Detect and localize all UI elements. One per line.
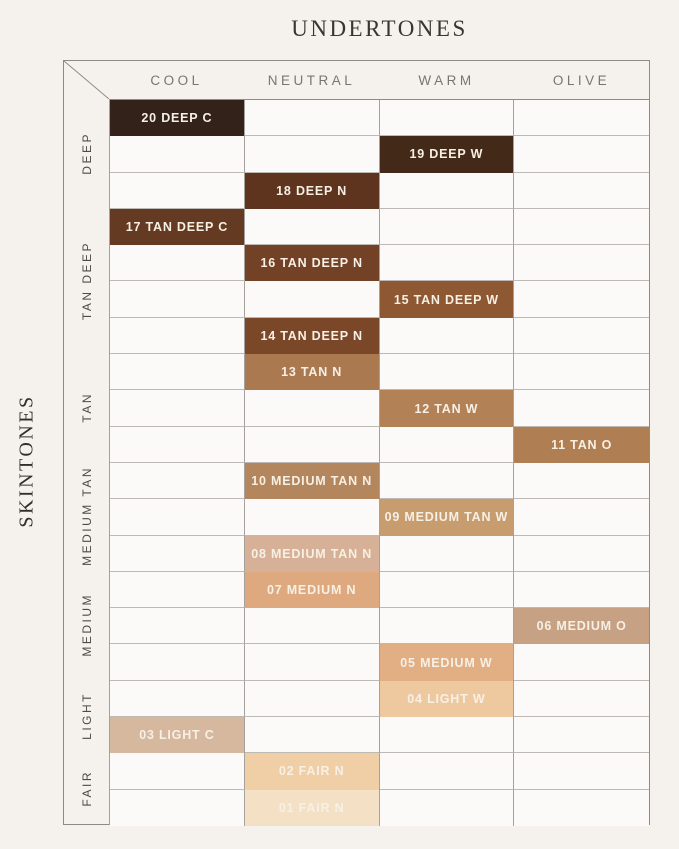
empty-cell (514, 753, 649, 789)
empty-cell (380, 427, 515, 463)
empty-cell (514, 100, 649, 136)
row-group-fair (64, 752, 109, 825)
empty-cell (514, 318, 649, 354)
empty-cell (110, 644, 245, 680)
shade-swatch: 16 TAN DEEP N (245, 245, 380, 281)
row-group-label: TAN DEEP (79, 240, 94, 321)
shade-swatch: 08 MEDIUM TAN N (245, 536, 380, 572)
row-group-label: FAIR (79, 770, 94, 807)
undertones-axis-title: UNDERTONES (291, 16, 468, 41)
column-header-cool: COOL (150, 72, 203, 88)
shade-swatch: 09 MEDIUM TAN W (380, 499, 515, 535)
shade-swatch: 03 LIGHT C (110, 717, 245, 753)
empty-cell (110, 136, 245, 172)
shade-swatch: 18 DEEP N (245, 173, 380, 209)
empty-cell (514, 245, 649, 281)
empty-cell (245, 608, 380, 644)
empty-cell (380, 318, 515, 354)
empty-cell (110, 318, 245, 354)
empty-cell (514, 136, 649, 172)
empty-cell (380, 173, 515, 209)
empty-cell (110, 536, 245, 572)
column-header-row (64, 61, 649, 99)
empty-cell (514, 572, 649, 608)
empty-cell (514, 644, 649, 680)
empty-cell (110, 608, 245, 644)
empty-cell (110, 499, 245, 535)
empty-cell (245, 390, 380, 426)
empty-cell (514, 536, 649, 572)
empty-cell (514, 173, 649, 209)
row-group-label: MEDIUM TAN (79, 466, 94, 567)
empty-cell (514, 354, 649, 390)
empty-cell (380, 209, 515, 245)
row-group-deep (64, 99, 109, 208)
empty-cell (380, 245, 515, 281)
row-group-label: MEDIUM (79, 593, 94, 658)
empty-cell (110, 681, 245, 717)
empty-cell (110, 572, 245, 608)
empty-cell (245, 499, 380, 535)
empty-cell (110, 281, 245, 317)
empty-cell (514, 463, 649, 499)
empty-cell (245, 681, 380, 717)
empty-cell (380, 536, 515, 572)
empty-cell (110, 390, 245, 426)
shade-swatch: 20 DEEP C (110, 100, 245, 136)
empty-cell (380, 100, 515, 136)
shade-swatch: 06 MEDIUM O (514, 608, 649, 644)
empty-cell (245, 281, 380, 317)
row-group-medium (64, 571, 109, 680)
shade-swatch: 02 FAIR N (245, 753, 380, 789)
empty-cell (514, 717, 649, 753)
empty-cell (245, 644, 380, 680)
empty-cell (380, 463, 515, 499)
empty-cell (514, 281, 649, 317)
shade-swatch: 05 MEDIUM W (380, 644, 515, 680)
row-group-label: LIGHT (79, 692, 94, 740)
shade-swatch: 15 TAN DEEP W (380, 281, 515, 317)
empty-cell (245, 427, 380, 463)
empty-cell (380, 790, 515, 826)
shade-swatch: 17 TAN DEEP C (110, 209, 245, 245)
skintones-axis-title: SKINTONES (15, 394, 38, 528)
empty-cell (514, 499, 649, 535)
column-header-neutral: NEUTRAL (267, 72, 356, 88)
empty-cell (514, 681, 649, 717)
shade-swatch: 04 LIGHT W (380, 681, 515, 717)
row-group-label: TAN (79, 392, 94, 423)
shade-swatch: 10 MEDIUM TAN N (245, 463, 380, 499)
shade-swatch: 01 FAIR N (245, 790, 380, 826)
empty-cell (245, 717, 380, 753)
shade-swatch: 14 TAN DEEP N (245, 318, 380, 354)
shade-swatch: 11 TAN O (514, 427, 649, 463)
row-group-light (64, 680, 109, 753)
empty-cell (110, 463, 245, 499)
row-group-tan-deep (64, 208, 109, 353)
empty-cell (110, 173, 245, 209)
shade-swatch: 07 MEDIUM N (245, 572, 380, 608)
column-header-olive: OLIVE (552, 72, 611, 88)
empty-cell (110, 354, 245, 390)
empty-cell (110, 790, 245, 826)
column-headers (109, 61, 649, 99)
shade-grid (109, 99, 649, 825)
row-group-labels (64, 99, 109, 825)
row-group-label: DEEP (79, 132, 94, 175)
empty-cell (514, 209, 649, 245)
empty-cell (110, 427, 245, 463)
empty-cell (514, 390, 649, 426)
table-body (64, 99, 649, 825)
empty-cell (380, 572, 515, 608)
row-group-medium-tan (64, 462, 109, 571)
empty-cell (380, 717, 515, 753)
column-header-warm: WARM (418, 72, 475, 88)
empty-cell (245, 100, 380, 136)
empty-cell (110, 245, 245, 281)
empty-cell (110, 753, 245, 789)
empty-cell (380, 753, 515, 789)
shade-swatch: 12 TAN W (380, 390, 515, 426)
diagonal-line-icon (64, 61, 109, 99)
row-group-tan (64, 353, 109, 462)
corner-cell (64, 61, 109, 99)
shade-chart-table (63, 60, 650, 825)
empty-cell (514, 790, 649, 826)
empty-cell (380, 608, 515, 644)
empty-cell (245, 136, 380, 172)
shade-swatch: 19 DEEP W (380, 136, 515, 172)
shade-swatch: 13 TAN N (245, 354, 380, 390)
empty-cell (245, 209, 380, 245)
empty-cell (380, 354, 515, 390)
